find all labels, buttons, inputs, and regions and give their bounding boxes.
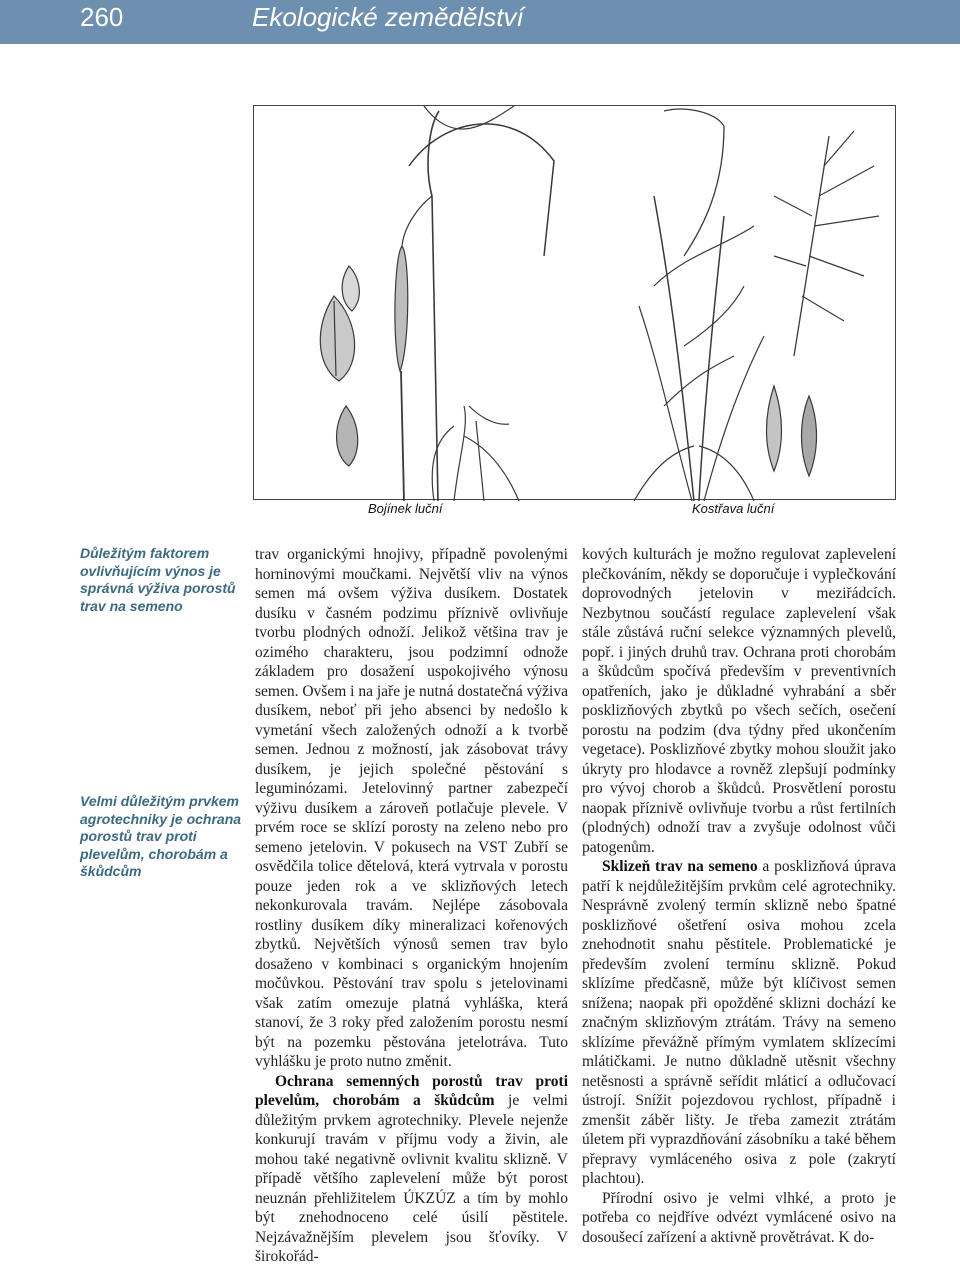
paragraph-text: a posklizňová úprava patří k nejdůležitějším prvkům celé agrotechniky. Nesprávně zvolený termín sklizně nebo špatné posklizňové ošetření osiva mohou zcela znehodnotit snahu pěstitele. Problematické je především zvolení termínu sklizně. Pokud sklízíme předčasně, může být klíčivost semen snížena; naopak při opožděné sklizni dochází ke značným sklizňovým ztrátám. Trávy na semeno sklízíme převážně přímým vymlatem sklízecími mlátičkami. Je nutno důkladně utěsnit všechny netěsnosti a správně seřídit mláticí a odlučovací ústrojí. Snížit pojezdovou rychlost, případně i zmenšit záběr lišty. Je třeba zamezit ztrátám úletem při vyprazdňování zásobníku a také během přepravy vymláceného osiva z pole (zakrytí plachtou). bbox=[582, 858, 896, 1187]
bold-lead: Sklizeň trav na semeno bbox=[602, 858, 758, 875]
page-number: 260 bbox=[80, 2, 124, 32]
seed-drawing-2 bbox=[342, 266, 359, 311]
caption-kostrava: Kostřava luční bbox=[692, 501, 775, 516]
paragraph: trav organickými hnojivy, případně povolenými horninovými moučkami. Největší vliv na výnos semen má ovšem výživa dusíkem. Dostatek dusíku v časném podzimu příznivě ovlivňuje tvorbu plodných odnoží. Jelikož většina trav je ozimého charakteru, jsou podzimní odnože základem pro dosažení uspokojivého výnosu semen. Ovšem i na jaře je nutná dostatečná výživa dusíkem, neboť při jeho absenci by nedošlo k vymetání všech založených odnoží a k tvorbě semen. Jednou z možností, jak zásobovat trávy dusíkem, je jejich společné pěstování s leguminózami. Jetelovinný partner zabezpečí výživu dusíkem a zároveň potlačuje plevele. V prvém roce se sklízí porosty na zeleno nebo pro semeno jetelovin. V pokusech na VST Zubří se osvědčila tolice dětelová, která vytrvala v porostu pouze jeden rok a ve sklizňových letech nekonkurovala travám. Nejlépe zásobovala rostliny dusíkem díky mineralizaci kořenových zbytků. Největších výnosů semen trav bylo dosaženo v kombinaci s organickým hnojením močůvkou. Pěstování trav spolu s jetelovinami však zatím omezuje platná vyhláška, která stanoví, že 3 roky před založením porostu nesmí být na pozemku pěstována jetelotráva. Tuto vyhlášku je proto nutno změnit. bbox=[255, 546, 568, 1070]
paragraph: kových kulturách je možno regulovat zaplevelení plečkováním, někdy se doporučuje i vyplečkování doprovodných jetelovin v meziřádcích. Nezbytnou součástí regulace zaplevelení však stále zůstává ruční selekce významných plevelů, popř. i jiných druhů trav. Ochrana proti chorobám a škůdcům spočívá především v preventivních opatřeních, jako je důkladné vyhrabání a sběr posklizňových zbytků po všech sečích, osečení porostu na podzim (dva týdny před ukončením vegetace). Posklizňové zbytky mohou sloužit jako úkryty pro hlodavce a rovněž zlepšují podmínky pro vývoj chorob a škůdců. Prosvětlení porostu naopak příznivě ovlivňuje tvorbu a růst fertilních (plodných) odnoží trav a zvyšuje odolnost vůči patogenům. bbox=[582, 546, 896, 856]
paragraph bbox=[255, 1072, 568, 1267]
botanical-illustration bbox=[253, 105, 896, 500]
sidenote-protection: Velmi důležitým prvkem agrotechniky je ochrana porostů trav proti plevelům, chorobám a škůdcům bbox=[80, 793, 242, 879]
bold-lead: Ochrana semenných porostů trav proti plevelům, chorobám a škůdcům bbox=[255, 1072, 568, 1109]
text-column-left bbox=[255, 545, 568, 1267]
sidenote-nutrition: Důležitým faktorem ovlivňujícím výnos je správná výživa porostů trav na semeno bbox=[80, 545, 236, 614]
seed-drawing-5 bbox=[802, 396, 817, 476]
seed-drawing-3 bbox=[337, 406, 358, 466]
grass-drawing bbox=[254, 106, 897, 501]
paragraph-text: je velmi důležitým prvkem agrotechniky. Plevele nejenže konkurují travám v příjmu vody a živin, ale mohou také negativně ovlivnit kvalitu sklizně. V případě většího zaplevelení může být porost neuznán přehližitelem ÚKZÚZ a tím by mohlo být znehodnoceno celé úsilí pěstitele. Nejzávažnějším plevelem jsou šťovíky. V širokořád- bbox=[255, 1092, 568, 1265]
paragraph bbox=[582, 857, 896, 1189]
text-column-right bbox=[582, 545, 896, 1247]
page-header bbox=[0, 0, 960, 44]
running-title: Ekologické zemědělství bbox=[252, 2, 524, 32]
caption-bojinek: Bojínek luční bbox=[368, 501, 443, 516]
seed-drawing-4 bbox=[767, 386, 782, 471]
paragraph: Přírodní osivo je velmi vlhké, a proto je potřeba co nejdříve odvézt vymlácené osivo na dosoušecí zařízení a aktivně provětrávat. K do- bbox=[582, 1189, 896, 1246]
spike-drawing bbox=[395, 246, 408, 371]
